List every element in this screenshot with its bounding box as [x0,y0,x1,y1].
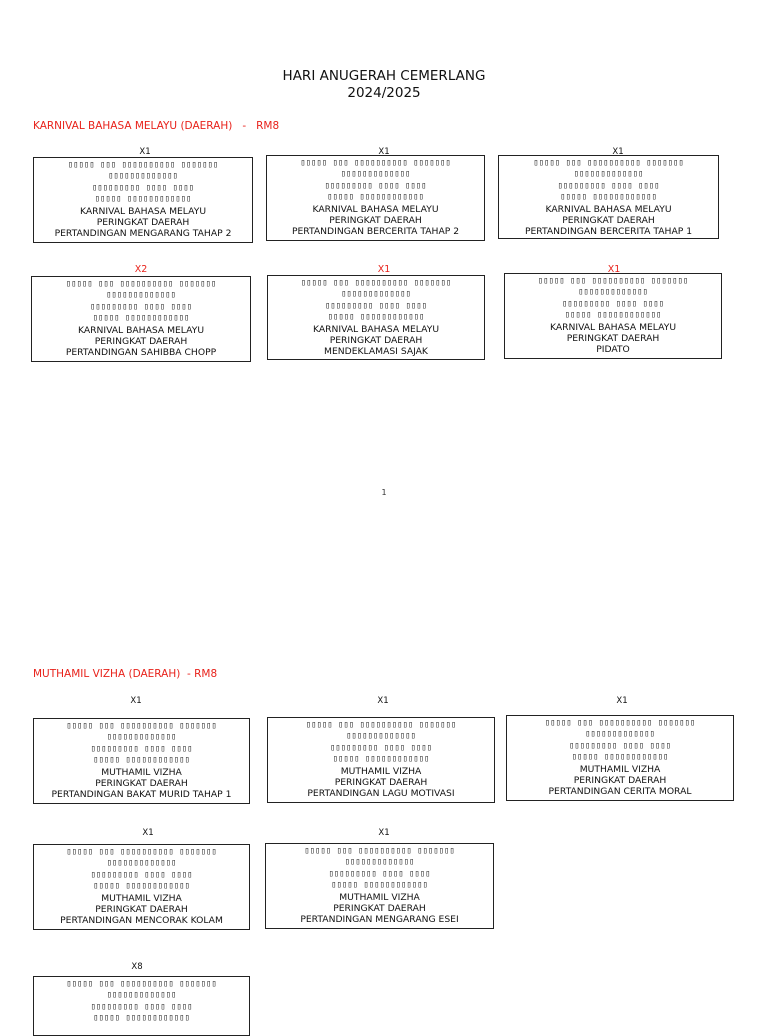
recipient-placeholder: ▯▯▯▯▯▯▯▯▯▯▯▯▯ [106,732,177,743]
recipient-placeholder: ▯▯▯▯▯▯▯▯▯ ▯▯▯▯ ▯▯▯▯ [324,180,427,191]
award-card [506,715,734,801]
recipient-placeholder: ▯▯▯▯▯▯▯▯▯▯▯▯▯ [346,731,416,742]
award-card [266,155,485,241]
recipient-placeholder: ▯▯▯▯▯ ▯▯▯▯▯▯▯▯▯▯▯▯ [93,881,190,892]
recipient-placeholder: ▯▯▯▯▯ ▯▯▯▯▯▯▯▯▯▯▯▯ [332,754,430,765]
recipient-placeholder: ▯▯▯▯▯ ▯▯▯▯▯▯▯▯▯▯▯▯ [92,313,190,324]
document-title-block [0,68,768,102]
award-card [504,273,722,359]
recipient-placeholder: ▯▯▯▯▯▯▯▯▯ ▯▯▯▯ ▯▯▯▯ [91,182,195,193]
award-card [498,155,719,239]
event-level: PERINGKAT DAERAH [333,903,426,915]
recipient-placeholder: ▯▯▯▯▯▯▯▯▯▯▯▯▯ [344,857,415,868]
recipient-placeholder: ▯▯▯▯▯ ▯▯▯ ▯▯▯▯▯▯▯▯▯▯ ▯▯▯▯▯▯▯ [304,846,455,856]
event-level: PERINGKAT DAERAH [95,778,188,790]
recipient-placeholder: ▯▯▯▯▯▯▯▯▯ ▯▯▯▯ ▯▯▯▯ [90,743,193,754]
recipient-placeholder: ▯▯▯▯▯▯▯▯▯ ▯▯▯▯ ▯▯▯▯ [90,1001,193,1012]
event-level: PERINGKAT DAERAH [329,215,422,227]
event-level: PERINGKAT DAERAH [96,217,190,229]
event-name: KARNIVAL BAHASA MELAYU [312,323,440,335]
recipient-placeholder: ▯▯▯▯▯ ▯▯▯▯▯▯▯▯▯▯▯▯ [571,752,669,763]
page-number: 1 [381,488,387,497]
recipient-placeholder: ▯▯▯▯▯▯▯▯▯ ▯▯▯▯ ▯▯▯▯ [329,742,433,753]
recipient-placeholder: ▯▯▯▯▯ ▯▯▯ ▯▯▯▯▯▯▯▯▯▯ ▯▯▯▯▯▯▯ [300,278,452,288]
event-level: PERINGKAT DAERAH [562,215,655,227]
event-category: PERTANDINGAN SAHIBBA CHOPP [65,347,217,359]
event-name: KARNIVAL BAHASA MELAYU [77,324,205,336]
recipient-placeholder: ▯▯▯▯▯ ▯▯▯▯▯▯▯▯▯▯▯▯ [93,1013,190,1024]
section-title-karnival: KARNIVAL BAHASA MELAYU (DAERAH) - RM8 [33,120,280,132]
award-card [267,275,485,360]
event-category: PERTANDINGAN LAGU MOTIVASI [307,788,455,800]
event-name: KARNIVAL BAHASA MELAYU [79,205,207,217]
section-title-muthamil: MUTHAMIL VIZHA (DAERAH) - RM8 [33,668,218,680]
quantity-label: X1 [378,147,390,157]
event-category: PERTANDINGAN CERITA MORAL [548,786,692,798]
event-category: PERTANDINGAN MENGARANG ESEI [300,914,459,926]
recipient-placeholder: ▯▯▯▯▯▯▯▯▯ ▯▯▯▯ ▯▯▯▯ [90,869,193,880]
quantity-label: X1 [616,696,628,706]
recipient-placeholder: ▯▯▯▯▯ ▯▯▯ ▯▯▯▯▯▯▯▯▯▯ ▯▯▯▯▯▯▯ [537,276,689,286]
event-name: KARNIVAL BAHASA MELAYU [545,203,672,215]
event-level: PERINGKAT DAERAH [334,777,428,789]
event-name: KARNIVAL BAHASA MELAYU [312,203,439,215]
recipient-placeholder: ▯▯▯▯▯ ▯▯▯ ▯▯▯▯▯▯▯▯▯▯ ▯▯▯▯▯▯▯ [544,718,696,728]
recipient-placeholder: ▯▯▯▯▯ ▯▯▯ ▯▯▯▯▯▯▯▯▯▯ ▯▯▯▯▯▯▯ [305,720,457,730]
recipient-placeholder: ▯▯▯▯▯ ▯▯▯▯▯▯▯▯▯▯▯▯ [564,310,662,321]
recipient-placeholder: ▯▯▯▯▯ ▯▯▯ ▯▯▯▯▯▯▯▯▯▯ ▯▯▯▯▯▯▯ [533,158,684,168]
event-category: PERTANDINGAN BAKAT MURID TAHAP 1 [51,789,232,801]
award-card [33,157,253,243]
quantity-label: X1 [139,147,151,157]
event-category: PERTANDINGAN BERCERITA TAHAP 1 [524,226,693,238]
award-card [33,976,250,1036]
event-name: MUTHAMIL VIZHA [340,765,422,777]
recipient-placeholder: ▯▯▯▯▯▯▯▯▯▯▯▯▯ [578,287,648,298]
award-card [267,717,495,803]
document-year: 2024/2025 [347,85,421,101]
recipient-placeholder: ▯▯▯▯▯ ▯▯▯ ▯▯▯▯▯▯▯▯▯▯ ▯▯▯▯▯▯▯ [300,158,451,168]
event-name: MUTHAMIL VIZHA [101,766,182,778]
event-level: PERINGKAT DAERAH [566,333,660,345]
recipient-placeholder: ▯▯▯▯▯▯▯▯▯▯▯▯▯ [106,858,177,869]
recipient-placeholder: ▯▯▯▯▯ ▯▯▯ ▯▯▯▯▯▯▯▯▯▯ ▯▯▯▯▯▯▯ [65,279,217,289]
award-card [33,844,250,930]
quantity-label: X1 [612,147,624,157]
recipient-placeholder: ▯▯▯▯▯▯▯▯▯▯▯▯▯ [106,290,176,301]
recipient-placeholder: ▯▯▯▯▯▯▯▯▯▯▯▯▯ [341,289,411,300]
event-name: KARNIVAL BAHASA MELAYU [549,321,677,333]
event-name: MUTHAMIL VIZHA [579,763,661,775]
recipient-placeholder: ▯▯▯▯▯▯▯▯▯▯▯▯▯ [108,171,178,182]
recipient-placeholder: ▯▯▯▯▯ ▯▯▯▯▯▯▯▯▯▯▯▯ [560,192,657,203]
event-level: PERINGKAT DAERAH [94,336,188,348]
quantity-label: X8 [131,962,143,972]
event-category: MENDEKLAMASI SAJAK [324,346,428,358]
recipient-placeholder: ▯▯▯▯▯ ▯▯▯ ▯▯▯▯▯▯▯▯▯▯ ▯▯▯▯▯▯▯ [66,847,217,857]
recipient-placeholder: ▯▯▯▯▯▯▯▯▯ ▯▯▯▯ ▯▯▯▯ [557,180,660,191]
recipient-placeholder: ▯▯▯▯▯▯▯▯▯▯▯▯▯ [573,169,644,180]
recipient-placeholder: ▯▯▯▯▯▯▯▯▯▯▯▯▯ [106,990,177,1001]
event-category: PIDATO [596,344,630,356]
recipient-placeholder: ▯▯▯▯▯ ▯▯▯▯▯▯▯▯▯▯▯▯ [331,880,428,891]
recipient-placeholder: ▯▯▯▯▯ ▯▯▯ ▯▯▯▯▯▯▯▯▯▯ ▯▯▯▯▯▯▯ [66,979,217,989]
event-category: PERTANDINGAN MENGARANG TAHAP 2 [54,228,232,240]
event-category: PERTANDINGAN MENCORAK KOLAM [60,915,223,927]
award-card [265,843,494,929]
recipient-placeholder: ▯▯▯▯▯ ▯▯▯ ▯▯▯▯▯▯▯▯▯▯ ▯▯▯▯▯▯▯ [67,160,219,170]
event-name: MUTHAMIL VIZHA [101,892,182,904]
recipient-placeholder: ▯▯▯▯▯▯▯▯▯ ▯▯▯▯ ▯▯▯▯ [328,868,431,879]
recipient-placeholder: ▯▯▯▯▯ ▯▯▯▯▯▯▯▯▯▯▯▯ [94,194,192,205]
event-name: MUTHAMIL VIZHA [339,891,420,903]
award-card [33,718,250,804]
recipient-placeholder: ▯▯▯▯▯▯▯▯▯ ▯▯▯▯ ▯▯▯▯ [561,298,665,309]
recipient-placeholder: ▯▯▯▯▯ ▯▯▯▯▯▯▯▯▯▯▯▯ [93,755,190,766]
quantity-label: X1 [607,264,621,275]
quantity-label: X2 [134,264,148,275]
recipient-placeholder: ▯▯▯▯▯▯▯▯▯▯▯▯▯ [585,729,655,740]
quantity-label: X1 [377,264,391,275]
event-level: PERINGKAT DAERAH [329,335,423,347]
quantity-label: X1 [378,828,390,838]
event-level: PERINGKAT DAERAH [95,904,188,916]
quantity-label: X1 [377,696,389,706]
quantity-label: X1 [130,696,142,706]
event-level: PERINGKAT DAERAH [573,775,667,787]
recipient-placeholder: ▯▯▯▯▯▯▯▯▯ ▯▯▯▯ ▯▯▯▯ [324,300,428,311]
document-title: HARI ANUGERAH CEMERLANG [282,68,486,84]
recipient-placeholder: ▯▯▯▯▯▯▯▯▯ ▯▯▯▯ ▯▯▯▯ [568,740,672,751]
recipient-placeholder: ▯▯▯▯▯ ▯▯▯▯▯▯▯▯▯▯▯▯ [327,312,425,323]
recipient-placeholder: ▯▯▯▯▯▯▯▯▯ ▯▯▯▯ ▯▯▯▯ [89,301,193,312]
quantity-label: X1 [142,828,154,838]
award-card [31,276,251,362]
recipient-placeholder: ▯▯▯▯▯ ▯▯▯▯▯▯▯▯▯▯▯▯ [327,192,424,203]
event-category: PERTANDINGAN BERCERITA TAHAP 2 [291,226,460,238]
recipient-placeholder: ▯▯▯▯▯ ▯▯▯ ▯▯▯▯▯▯▯▯▯▯ ▯▯▯▯▯▯▯ [66,721,217,731]
recipient-placeholder: ▯▯▯▯▯▯▯▯▯▯▯▯▯ [340,169,411,180]
